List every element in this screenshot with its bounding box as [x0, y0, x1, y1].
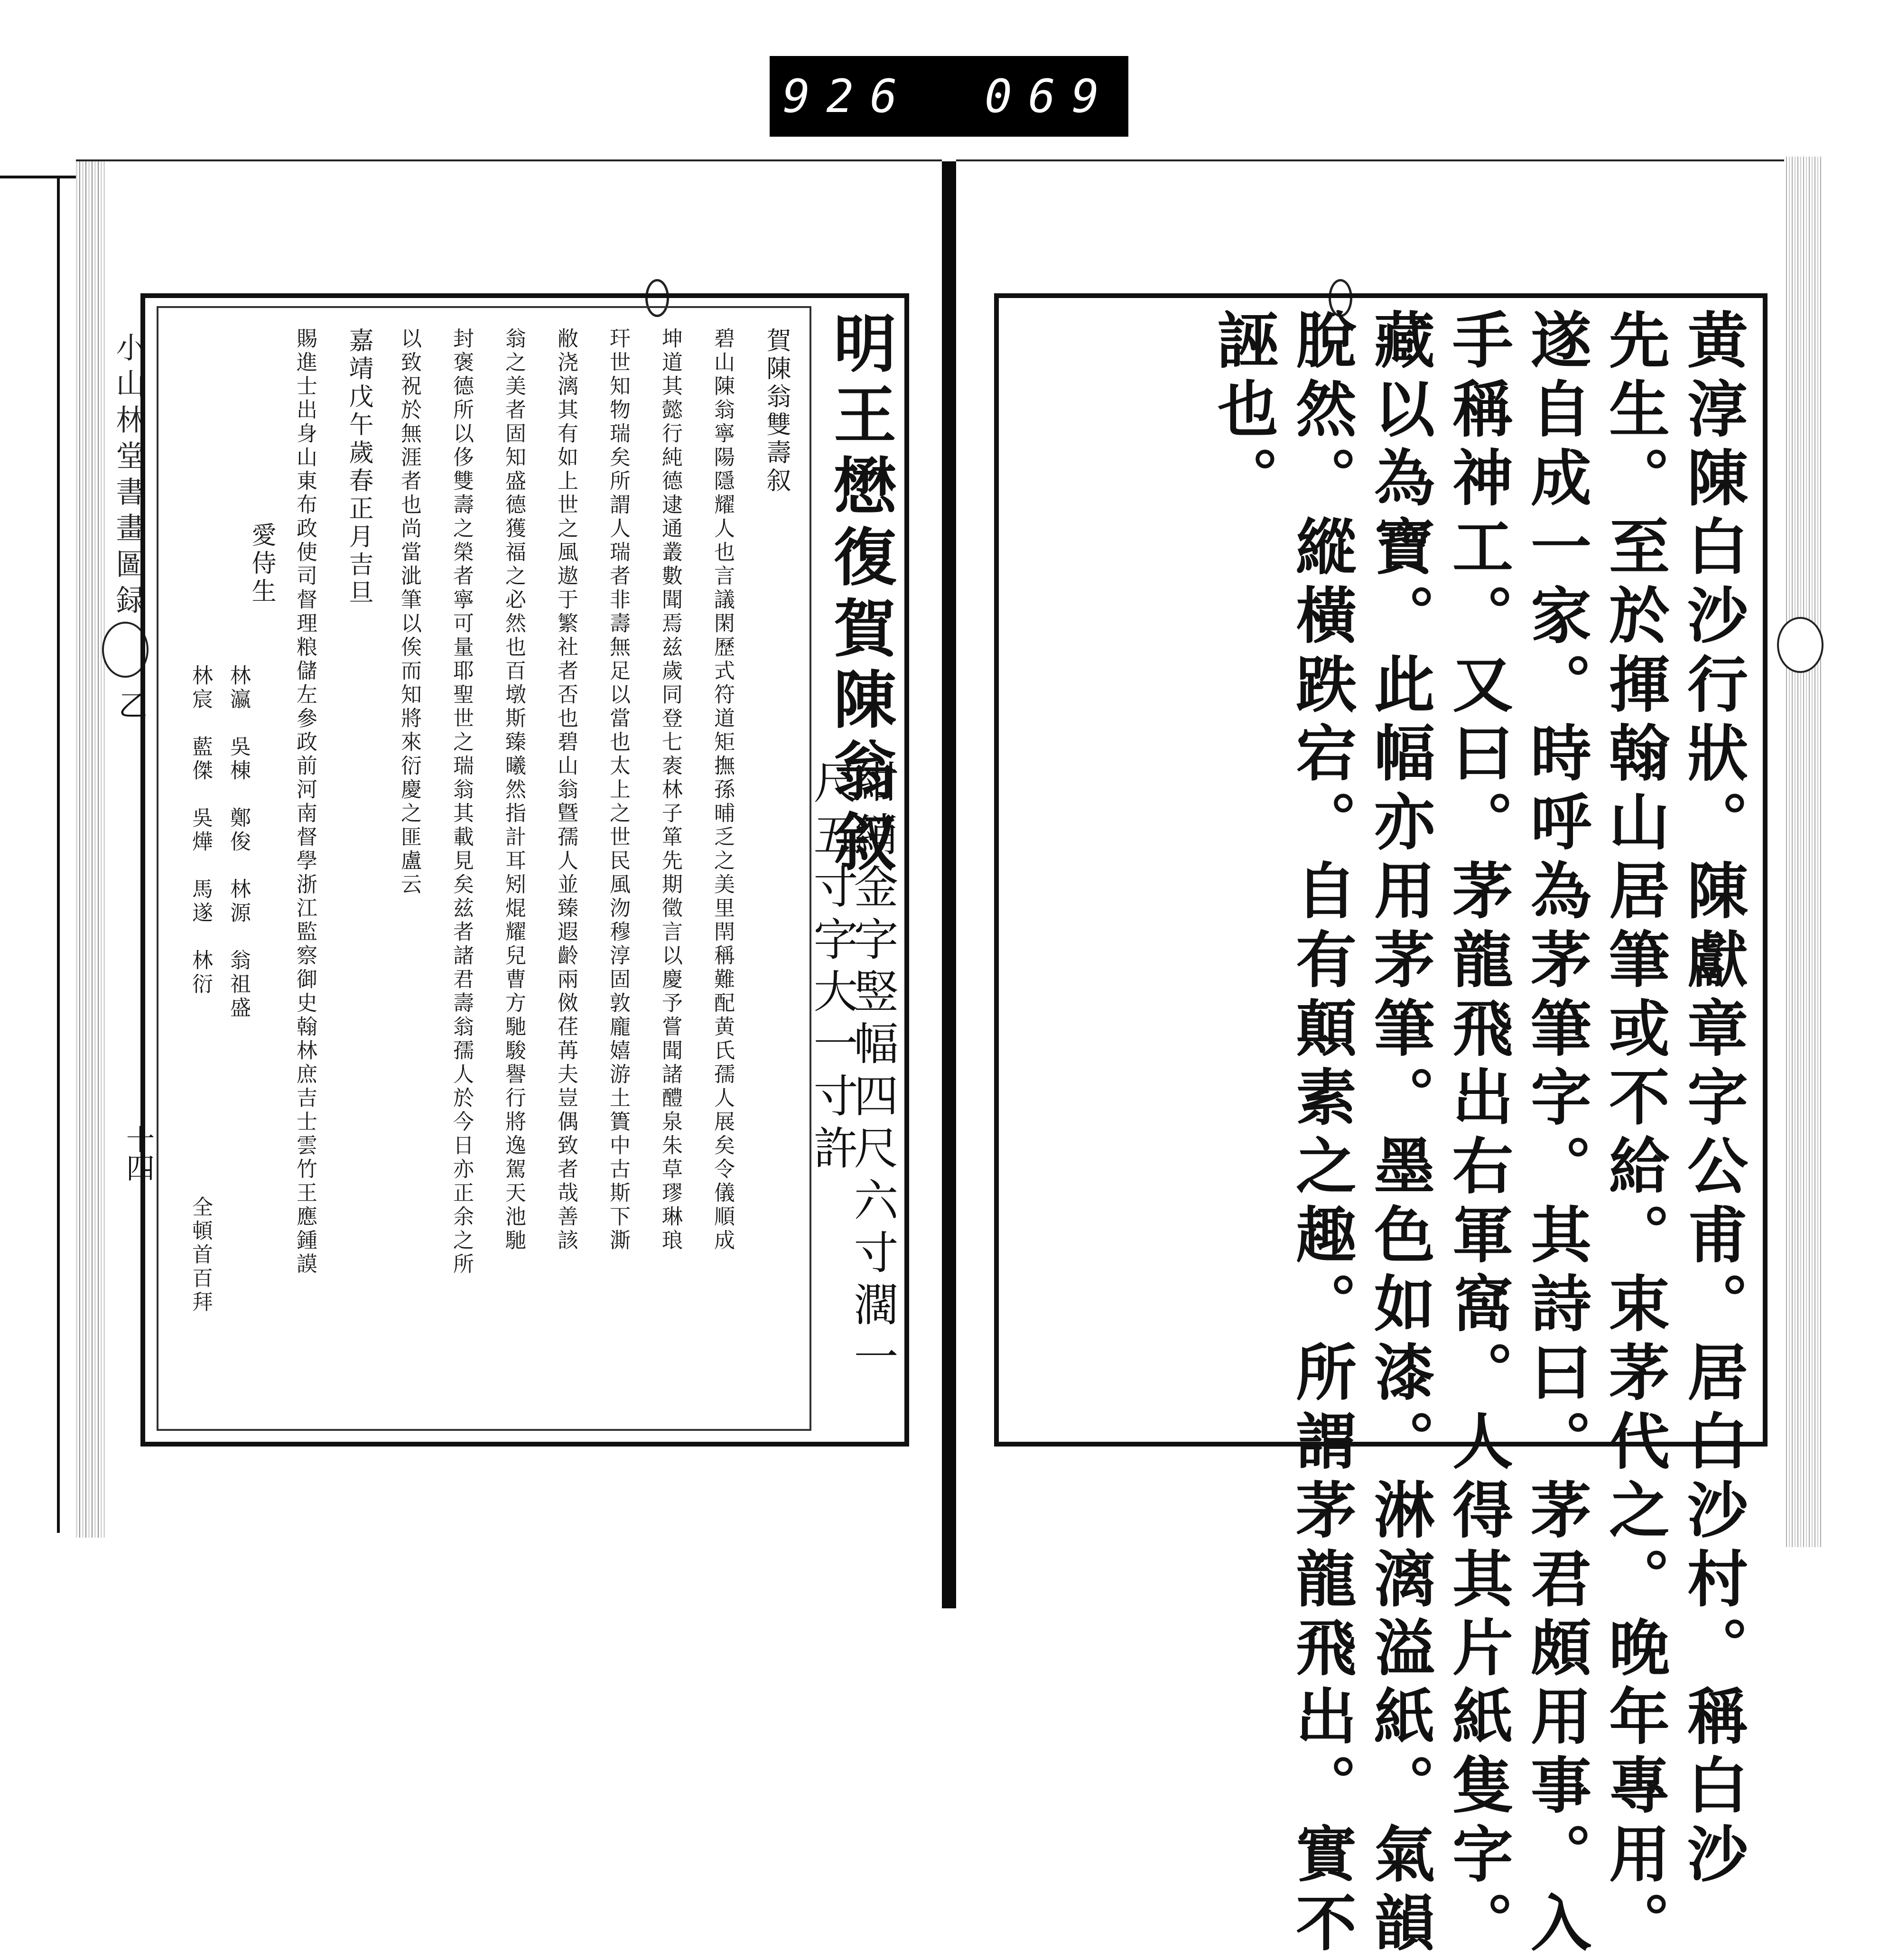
archive-label-plate — [770, 56, 1128, 137]
signatories-names-1: 林瀛 吳棟 鄭俊 林源 翁祖盛 — [226, 664, 251, 1020]
spine-title: 小山林堂書畫圖録 — [111, 332, 146, 621]
preface-title: 賀陳翁雙壽叙 — [762, 327, 791, 495]
book-gutter — [942, 161, 956, 1608]
signatories-names-2: 林宸 藍傑 吳燁 馬遂 林衍 — [188, 664, 213, 997]
page-edges-right — [1784, 157, 1822, 1547]
text-column: 手稱神工。又曰。茅龍飛出右軍窩。人得其片紙隻字。 — [1442, 308, 1513, 1960]
text-column: 誣也。 — [1207, 308, 1278, 515]
page-tab-notch-right — [1777, 617, 1824, 673]
signatories-label: 愛侍生 — [247, 522, 276, 606]
artwork-title: 明王懋復賀陳翁叙 — [823, 311, 896, 880]
signatories-closing: 全頓首百拜 — [188, 1196, 213, 1315]
preface-column: 玕世知物瑞矣所謂人瑞者非壽無足以當也太上之世民風沕穆淳固敦龐嬉游土簣中古斯下澌 — [606, 327, 630, 1253]
text-column: 藏以為寶。此幅亦用茅筆。墨色如漆。淋漓溢紙。氣韻 — [1364, 308, 1435, 1960]
spine-volume: 乙 — [119, 690, 147, 723]
page-edges-left — [76, 161, 104, 1538]
text-column: 遂自成一家。時呼為茅筆字。其詩曰。茅君頗用事。入 — [1520, 308, 1591, 1960]
binding-line-vertical — [57, 176, 60, 1533]
preface-column: 碧山陳翁寧陽隱耀人也言議閑歷式符道矩撫孫晡乏之美里閈稱難配黄氏孺人展矣令儀順成 — [710, 327, 735, 1253]
preface-column: 封褒德所以侈雙壽之榮者寧可量耶聖世之瑞翁其載見矣兹者諸君壽翁孺人於今日亦正余之所 — [449, 327, 474, 1277]
preface-column: 坤道其懿行純德逮通叢數聞焉兹歲同登七袠林子箪先期徵言以慶予嘗聞諸醴泉朱草璆琳琅 — [658, 327, 682, 1253]
preface-column: 敝浇漓其有如上世之風遨于繁社者否也碧山翁曁孺人並臻遐齡兩傚荏苒夫豈偶致者哉善該 — [554, 327, 578, 1253]
preface-date: 嘉靖戊午歲春正月吉旦 — [344, 327, 373, 607]
preface-column: 以致祝於無涯者也尚當泚筆以俟而知將來衍慶之匪盧云 — [397, 327, 421, 897]
preface-column: 翁之美者固知盛德獲福之必然也百墩斯臻曦然指計耳矧焜耀兒曹方馳駿譽行將逸駕天池馳 — [502, 327, 526, 1253]
archive-number-left: 926 — [782, 70, 913, 123]
artwork-spec-line-1: 紺綃金字竪幅四尺六寸濶一 — [846, 759, 898, 1386]
spine-page-number: 十四 — [121, 1125, 155, 1182]
text-column: 黄淳陳白沙行狀。陳獻章字公甫。居白沙村。稱白沙 — [1677, 308, 1748, 1891]
artwork-spec-line-2: 尺五寸字大一寸許 — [806, 759, 857, 1177]
text-column: 先生。至於揮翰山居筆或不給。束茅代之。晚年專用。 — [1599, 308, 1670, 1960]
text-column: 脫然。縱橫跌宕。自有顛素之趣。所謂茅龍飛出。實不 — [1285, 308, 1357, 1960]
preface-author: 賜進士出身山東布政使司督理粮儲左參政前河南督學浙江監察御史翰林庶吉士雲竹王應鍾謨 — [293, 327, 317, 1277]
archive-number-right: 069 — [985, 70, 1116, 123]
binding-line-horizontal — [0, 176, 83, 178]
